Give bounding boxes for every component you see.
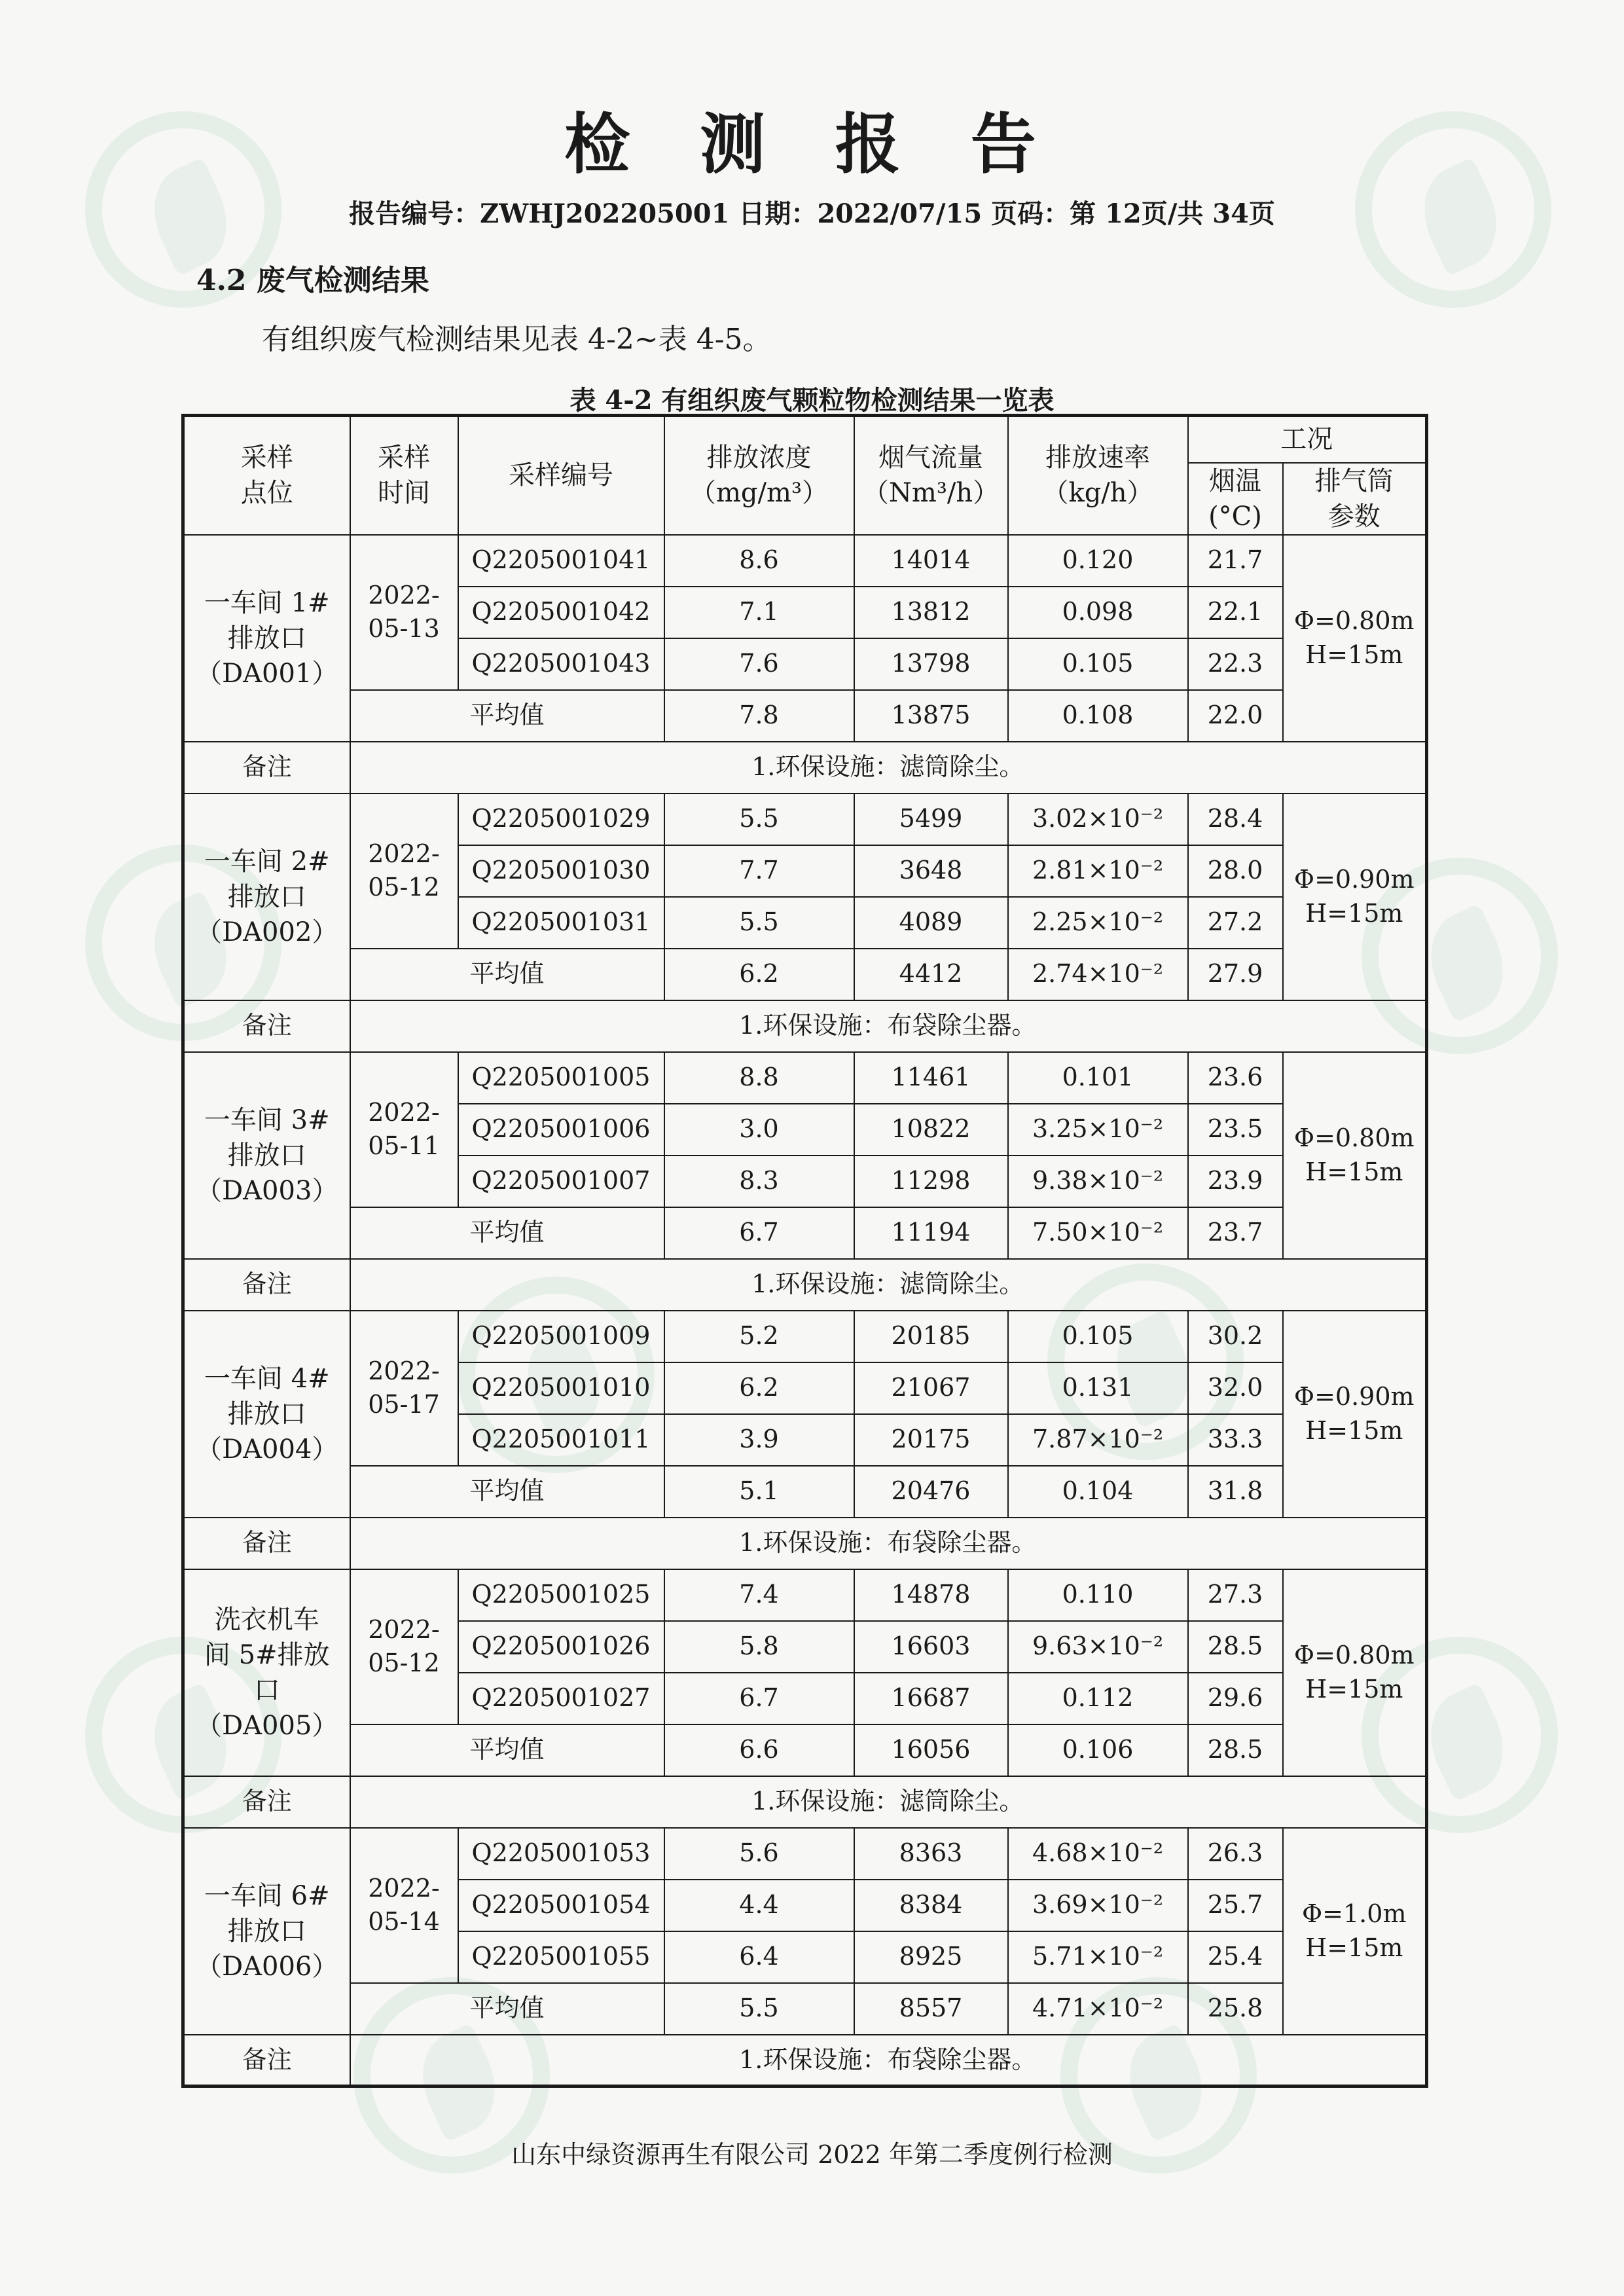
concentration: 4.4 (664, 1880, 854, 1931)
note-row (183, 1259, 1427, 1311)
sampling-point: 洗衣机车 间 5#排放 口 （DA005） (183, 1569, 350, 1776)
stack-params: Φ=1.0m H=15m (1283, 1828, 1427, 2035)
avg-flow-rate: 13875 (854, 690, 1008, 742)
note-text: 1.环保设施：布袋除尘器。 (350, 2035, 1427, 2086)
header-sample-id: 采样编号 (458, 416, 664, 535)
flow-rate: 14878 (854, 1569, 1008, 1621)
note-label: 备注 (183, 1518, 350, 1569)
emission-rate: 2.81×10⁻² (1008, 845, 1188, 897)
sample-id: Q2205001055 (458, 1931, 664, 1983)
note-row (183, 2035, 1427, 2086)
sampling-date: 2022- 05-17 (350, 1311, 458, 1466)
flow-rate: 5499 (854, 793, 1008, 845)
header-flow: 烟气流量 （Nm³/h） (854, 416, 1008, 535)
flue-temp: 30.2 (1188, 1311, 1283, 1362)
emission-rate: 9.38×10⁻² (1008, 1156, 1188, 1207)
avg-emission-rate: 7.50×10⁻² (1008, 1207, 1188, 1259)
avg-flow-rate: 16056 (854, 1724, 1008, 1776)
sampling-date: 2022- 05-11 (350, 1052, 458, 1207)
emission-rate: 0.112 (1008, 1673, 1188, 1724)
table-row (183, 793, 1427, 845)
flue-temp: 23.6 (1188, 1052, 1283, 1104)
emission-rate: 0.110 (1008, 1569, 1188, 1621)
average-label: 平均值 (350, 949, 664, 1000)
sample-id: Q2205001029 (458, 793, 664, 845)
sample-id: Q2205001026 (458, 1621, 664, 1673)
flue-temp: 25.4 (1188, 1931, 1283, 1983)
avg-flow-rate: 20476 (854, 1466, 1008, 1518)
concentration: 3.0 (664, 1104, 854, 1156)
table-row (183, 1828, 1427, 1880)
section-heading: 4.2 废气检测结果 (196, 264, 429, 297)
flue-temp: 27.2 (1188, 897, 1283, 949)
table-row (183, 1052, 1427, 1104)
table-row (183, 1569, 1427, 1621)
flow-rate: 20185 (854, 1311, 1008, 1362)
results-table (181, 414, 1428, 2088)
concentration: 7.6 (664, 638, 854, 690)
flue-temp: 26.3 (1188, 1828, 1283, 1880)
average-label: 平均值 (350, 1983, 664, 2035)
note-label: 备注 (183, 1000, 350, 1052)
average-label: 平均值 (350, 1724, 664, 1776)
emission-rate: 3.25×10⁻² (1008, 1104, 1188, 1156)
report-title: 检 测 报 告 (564, 106, 1060, 183)
flow-rate: 21067 (854, 1362, 1008, 1414)
page-footer: 山东中绿资源再生有限公司 2022 年第二季度例行检测 (511, 2140, 1113, 2169)
concentration: 3.9 (664, 1414, 854, 1466)
avg-concentration: 5.1 (664, 1466, 854, 1518)
flow-rate: 13812 (854, 587, 1008, 638)
avg-flue-temp: 25.8 (1188, 1983, 1283, 2035)
concentration: 7.7 (664, 845, 854, 897)
flow-rate: 8363 (854, 1828, 1008, 1880)
flow-rate: 13798 (854, 638, 1008, 690)
sample-id: Q2205001043 (458, 638, 664, 690)
emission-rate: 4.68×10⁻² (1008, 1828, 1188, 1880)
report-meta: 报告编号：ZWHJ202205001 日期：2022/07/15 页码：第 12页/共 34页 (349, 198, 1275, 229)
concentration: 5.5 (664, 897, 854, 949)
flow-rate: 20175 (854, 1414, 1008, 1466)
note-row (183, 1518, 1427, 1569)
concentration: 7.4 (664, 1569, 854, 1621)
flow-rate: 16687 (854, 1673, 1008, 1724)
sample-id: Q2205001006 (458, 1104, 664, 1156)
sample-id: Q2205001030 (458, 845, 664, 897)
concentration: 8.6 (664, 535, 854, 587)
flue-temp: 23.9 (1188, 1156, 1283, 1207)
concentration: 5.2 (664, 1311, 854, 1362)
flue-temp: 33.3 (1188, 1414, 1283, 1466)
sampling-date: 2022- 05-12 (350, 1569, 458, 1724)
note-text: 1.环保设施：滤筒除尘。 (350, 742, 1427, 793)
flow-rate: 3648 (854, 845, 1008, 897)
sampling-date: 2022- 05-14 (350, 1828, 458, 1983)
avg-flow-rate: 4412 (854, 949, 1008, 1000)
flue-temp: 29.6 (1188, 1673, 1283, 1724)
flue-temp: 28.5 (1188, 1621, 1283, 1673)
avg-concentration: 6.6 (664, 1724, 854, 1776)
flue-temp: 28.0 (1188, 845, 1283, 897)
avg-flue-temp: 27.9 (1188, 949, 1283, 1000)
flue-temp: 27.3 (1188, 1569, 1283, 1621)
flue-temp: 23.5 (1188, 1104, 1283, 1156)
sample-id: Q2205001027 (458, 1673, 664, 1724)
sample-id: Q2205001053 (458, 1828, 664, 1880)
header-time: 采样 时间 (350, 416, 458, 535)
avg-flow-rate: 11194 (854, 1207, 1008, 1259)
note-row (183, 742, 1427, 793)
avg-flow-rate: 8557 (854, 1983, 1008, 2035)
sample-id: Q2205001031 (458, 897, 664, 949)
header-temp: 烟温 (°C) (1188, 463, 1283, 535)
stack-params: Φ=0.80m H=15m (1283, 1569, 1427, 1776)
emission-rate: 7.87×10⁻² (1008, 1414, 1188, 1466)
flow-rate: 8925 (854, 1931, 1008, 1983)
avg-emission-rate: 0.106 (1008, 1724, 1188, 1776)
avg-flue-temp: 28.5 (1188, 1724, 1283, 1776)
table-row (183, 535, 1427, 587)
average-row (183, 1724, 1427, 1776)
sampling-point: 一车间 1# 排放口 （DA001） (183, 535, 350, 742)
emission-rate: 0.105 (1008, 1311, 1188, 1362)
concentration: 6.2 (664, 1362, 854, 1414)
sample-id: Q2205001010 (458, 1362, 664, 1414)
table-body (183, 535, 1427, 2086)
table-row (183, 1311, 1427, 1362)
emission-rate: 0.101 (1008, 1052, 1188, 1104)
avg-flue-temp: 22.0 (1188, 690, 1283, 742)
flue-temp: 21.7 (1188, 535, 1283, 587)
header-rate: 排放速率 （kg/h） (1008, 416, 1188, 535)
stack-params: Φ=0.90m H=15m (1283, 1311, 1427, 1518)
note-row (183, 1776, 1427, 1828)
sample-id: Q2205001041 (458, 535, 664, 587)
emission-rate: 3.69×10⁻² (1008, 1880, 1188, 1931)
avg-flue-temp: 31.8 (1188, 1466, 1283, 1518)
flue-temp: 28.4 (1188, 793, 1283, 845)
note-text: 1.环保设施：滤筒除尘。 (350, 1776, 1427, 1828)
sample-id: Q2205001009 (458, 1311, 664, 1362)
note-text: 1.环保设施：布袋除尘器。 (350, 1000, 1427, 1052)
flow-rate: 11461 (854, 1052, 1008, 1104)
flow-rate: 14014 (854, 535, 1008, 587)
avg-emission-rate: 2.74×10⁻² (1008, 949, 1188, 1000)
average-label: 平均值 (350, 1466, 664, 1518)
concentration: 5.5 (664, 793, 854, 845)
average-row (183, 1983, 1427, 2035)
emission-rate: 2.25×10⁻² (1008, 897, 1188, 949)
avg-concentration: 6.2 (664, 949, 854, 1000)
note-text: 1.环保设施：布袋除尘器。 (350, 1518, 1427, 1569)
avg-concentration: 7.8 (664, 690, 854, 742)
flue-temp: 25.7 (1188, 1880, 1283, 1931)
average-label: 平均值 (350, 690, 664, 742)
emission-rate: 0.098 (1008, 587, 1188, 638)
concentration: 8.3 (664, 1156, 854, 1207)
sample-id: Q2205001054 (458, 1880, 664, 1931)
note-label: 备注 (183, 742, 350, 793)
flow-rate: 11298 (854, 1156, 1008, 1207)
flue-temp: 32.0 (1188, 1362, 1283, 1414)
sampling-point: 一车间 6# 排放口 （DA006） (183, 1828, 350, 2035)
sample-id: Q2205001005 (458, 1052, 664, 1104)
emission-rate: 3.02×10⁻² (1008, 793, 1188, 845)
sample-id: Q2205001011 (458, 1414, 664, 1466)
average-row (183, 1466, 1427, 1518)
sample-id: Q2205001007 (458, 1156, 664, 1207)
section-intro: 有组织废气检测结果见表 4-2~表 4-5。 (262, 323, 772, 356)
avg-emission-rate: 4.71×10⁻² (1008, 1983, 1188, 2035)
sampling-point: 一车间 2# 排放口 （DA002） (183, 793, 350, 1000)
concentration: 5.8 (664, 1621, 854, 1673)
emission-rate: 5.71×10⁻² (1008, 1931, 1188, 1983)
flue-temp: 22.3 (1188, 638, 1283, 690)
header-point: 采样 点位 (183, 416, 350, 535)
average-row (183, 949, 1427, 1000)
flow-rate: 8384 (854, 1880, 1008, 1931)
avg-flue-temp: 23.7 (1188, 1207, 1283, 1259)
concentration: 6.4 (664, 1931, 854, 1983)
avg-concentration: 6.7 (664, 1207, 854, 1259)
sampling-date: 2022- 05-12 (350, 793, 458, 949)
sampling-point: 一车间 3# 排放口 （DA003） (183, 1052, 350, 1259)
concentration: 8.8 (664, 1052, 854, 1104)
flow-rate: 10822 (854, 1104, 1008, 1156)
avg-emission-rate: 0.108 (1008, 690, 1188, 742)
note-label: 备注 (183, 1259, 350, 1311)
stack-params: Φ=0.80m H=15m (1283, 1052, 1427, 1259)
avg-emission-rate: 0.104 (1008, 1466, 1188, 1518)
header-condition: 工况 (1188, 416, 1427, 463)
emission-rate: 0.105 (1008, 638, 1188, 690)
table-caption: 表 4-2 有组织废气颗粒物检测结果一览表 (569, 385, 1055, 416)
average-label: 平均值 (350, 1207, 664, 1259)
avg-concentration: 5.5 (664, 1983, 854, 2035)
emission-rate: 0.131 (1008, 1362, 1188, 1414)
average-row (183, 1207, 1427, 1259)
sample-id: Q2205001042 (458, 587, 664, 638)
concentration: 5.6 (664, 1828, 854, 1880)
note-label: 备注 (183, 2035, 350, 2086)
note-text: 1.环保设施：滤筒除尘。 (350, 1259, 1427, 1311)
flue-temp: 22.1 (1188, 587, 1283, 638)
concentration: 6.7 (664, 1673, 854, 1724)
emission-rate: 0.120 (1008, 535, 1188, 587)
stack-params: Φ=0.80m H=15m (1283, 535, 1427, 742)
header-concentration: 排放浓度 （mg/m³） (664, 416, 854, 535)
concentration: 7.1 (664, 587, 854, 638)
note-label: 备注 (183, 1776, 350, 1828)
flow-rate: 16603 (854, 1621, 1008, 1673)
stack-params: Φ=0.90m H=15m (1283, 793, 1427, 1000)
note-row (183, 1000, 1427, 1052)
sampling-date: 2022- 05-13 (350, 535, 458, 690)
sampling-point: 一车间 4# 排放口 （DA004） (183, 1311, 350, 1518)
flow-rate: 4089 (854, 897, 1008, 949)
average-row (183, 690, 1427, 742)
sample-id: Q2205001025 (458, 1569, 664, 1621)
header-stack: 排气筒 参数 (1283, 463, 1427, 535)
emission-rate: 9.63×10⁻² (1008, 1621, 1188, 1673)
